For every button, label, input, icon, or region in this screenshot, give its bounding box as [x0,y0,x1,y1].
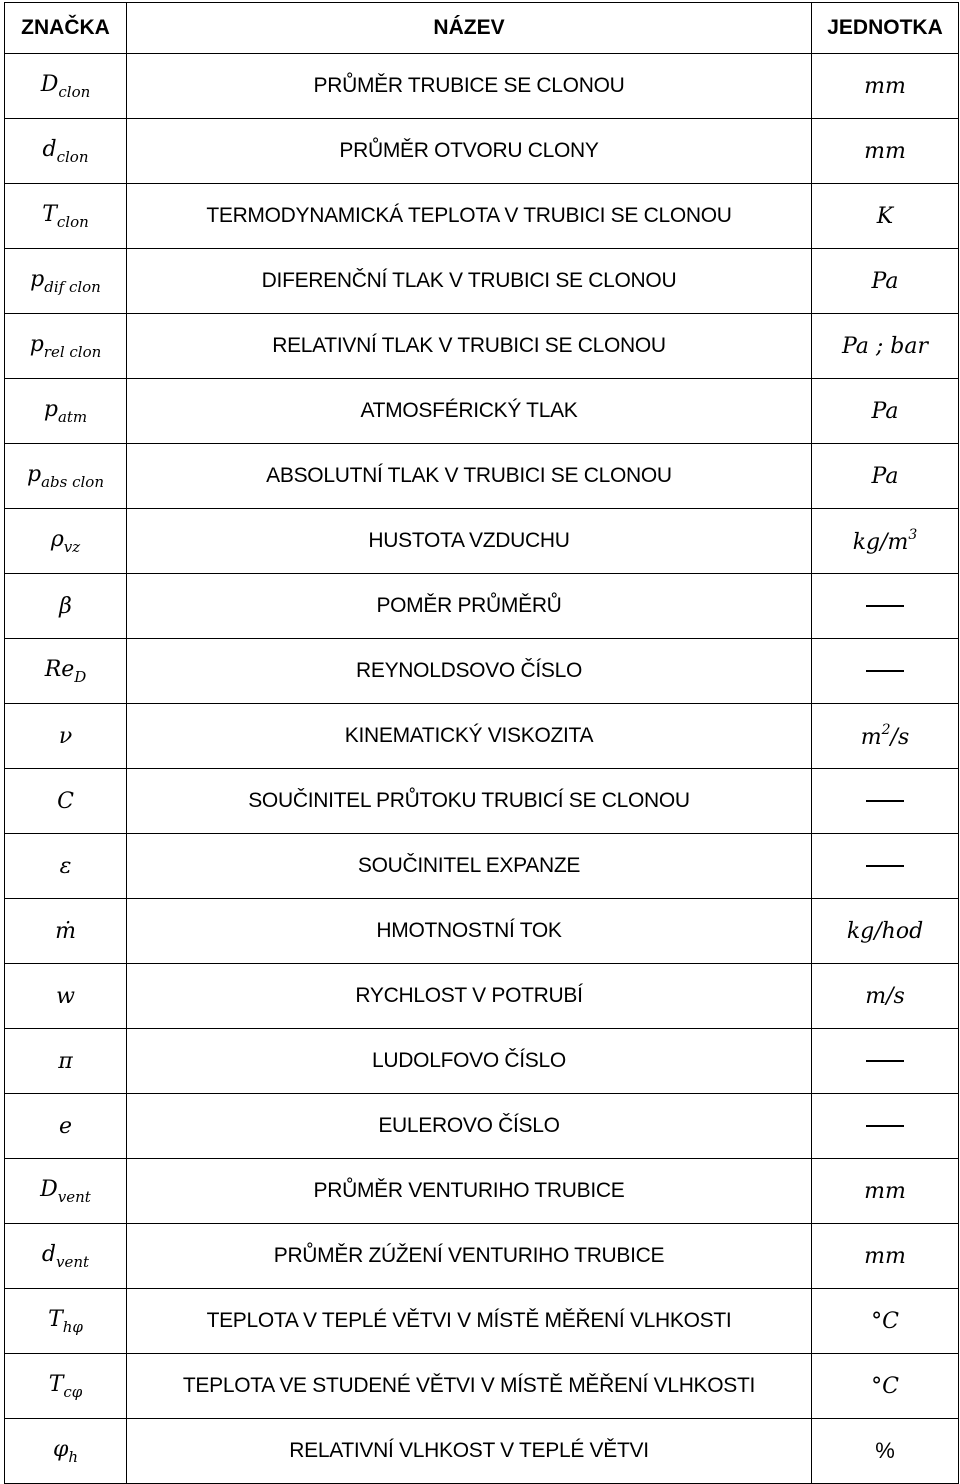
symbol-subscript: clon [56,212,89,231]
symbol-cell [5,899,127,964]
symbol-expression [60,854,72,879]
symbol-subscript: hφ [62,1317,83,1336]
unit-cell [812,964,959,1029]
unit-main: kg/hod [846,918,924,944]
name-cell: POMĚR PRŮMĚRŮ [127,574,812,639]
unit-expression [864,1244,906,1269]
unit-expression [864,1179,906,1204]
table-row [5,1224,959,1289]
unit-cell [812,834,959,899]
symbol-expression [43,137,89,166]
symbol-main: d [41,1241,57,1267]
unit-expression [871,1374,899,1399]
symbol-cell [5,1289,127,1354]
table-row [5,1029,959,1094]
name-cell: ABSOLUTNÍ TLAK V TRUBICI SE CLONOU [127,444,812,509]
symbol-main: ε [59,853,72,879]
unit-cell [812,1354,959,1419]
table-row [5,314,959,379]
symbol-expression [51,527,80,556]
symbol-subscript: rel clon [43,342,102,361]
unit-cell [812,574,959,639]
unit-cell [812,249,959,314]
symbol-expression [59,594,72,619]
unit-main: Pa [871,268,899,294]
symbol-cell [5,509,127,574]
symbol-main: p [43,396,58,422]
symbol-cell [5,444,127,509]
unit-expression [875,1438,895,1463]
table-row [5,509,959,574]
symbol-expression [41,72,91,101]
unit-main: °C [871,1308,899,1334]
symbol-main: T [48,1371,64,1397]
table-body [5,54,959,1484]
name-cell: RELATIVNÍ TLAK V TRUBICI SE CLONOU [127,314,812,379]
name-cell: TERMODYNAMICKÁ TEPLOTA V TRUBICI SE CLONOU [127,184,812,249]
symbol-subscript: abs clon [41,472,104,491]
name-cell: HMOTNOSTNÍ TOK [127,899,812,964]
symbol-subscript: vent [57,1187,91,1206]
unit-main: Pa ; bar [841,333,929,359]
name-cell: HUSTOTA VZDUCHU [127,509,812,574]
symbol-subscript: atm [57,407,88,426]
table-row [5,834,959,899]
symbol-expression [57,789,74,814]
header-symbol: ZNAČKA [5,3,127,54]
name-cell: TEPLOTA V TEPLÉ VĚTVI V MÍSTĚ MĚŘENÍ VLHKOSTI [127,1289,812,1354]
name-cell: PRŮMĚR ZÚŽENÍ VENTURIHO TRUBICE [127,1224,812,1289]
symbol-cell [5,1159,127,1224]
symbols-table [4,2,959,1484]
unit-expression [872,464,899,489]
symbol-main: w [56,983,75,1009]
symbol-subscript: D [74,667,87,686]
symbol-main: C [57,788,74,814]
name-cell: EULEROVO ČÍSLO [127,1094,812,1159]
name-cell: DIFERENČNÍ TLAK V TRUBICI SE CLONOU [127,249,812,314]
symbol-main: ν [58,723,73,749]
symbol-subscript: clon [58,82,91,101]
unit-main: mm [864,1243,906,1269]
symbol-expression [49,1372,83,1401]
unit-expression [865,984,905,1009]
symbol-main: D [40,71,59,97]
symbol-main: Re [44,656,75,682]
unit-main: Pa [871,398,899,424]
unit-main: m [860,725,882,750]
symbol-cell [5,639,127,704]
symbol-cell [5,379,127,444]
symbol-expression [56,984,75,1009]
symbol-expression [58,1049,72,1074]
symbol-main: T [42,201,57,227]
name-cell: TEPLOTA VE STUDENÉ VĚTVI V MÍSTĚ MĚŘENÍ VLHKOSTI [127,1354,812,1419]
symbol-main: d [42,136,57,162]
symbol-main: p [30,266,45,292]
table-row [5,119,959,184]
symbol-expression [42,1242,89,1271]
unit-cell [812,314,959,379]
symbol-cell [5,834,127,899]
symbol-cell [5,314,127,379]
unit-cell [812,1224,959,1289]
table-row [5,1094,959,1159]
header-unit: JEDNOTKA [812,3,959,54]
unit-main: mm [864,1178,906,1204]
symbol-main: e [58,1113,73,1139]
header-name: NÁZEV [127,3,812,54]
unit-expression [842,334,928,359]
unit-main: mm [864,138,906,164]
symbol-main: β [59,593,72,619]
symbol-cell [5,1354,127,1419]
symbol-expression [30,332,102,361]
table-header-row [5,3,959,54]
symbol-expression [30,267,101,296]
unit-cell [812,184,959,249]
unit-cell [812,1094,959,1159]
symbol-cell [5,574,127,639]
unit-cell [812,704,959,769]
symbol-expression [48,1307,83,1336]
symbol-cell [5,184,127,249]
symbol-cell [5,964,127,1029]
dimensionless-dash [866,865,904,867]
symbol-cell [5,1029,127,1094]
unit-superscript: 3 [908,527,918,543]
symbol-subscript: h [68,1447,79,1466]
unit-expression [877,204,893,229]
unit-expression [864,139,906,164]
unit-cell [812,1029,959,1094]
table-row [5,444,959,509]
table-row [5,1419,959,1484]
table-row [5,379,959,444]
unit-expression [847,919,923,944]
table-row [5,1289,959,1354]
symbol-cell [5,1224,127,1289]
unit-cell [812,379,959,444]
dimensionless-dash [866,670,904,672]
unit-expression [872,269,899,294]
unit-superscript: 2 [881,722,891,738]
unit-main: K [876,203,894,229]
symbol-main: π [58,1048,73,1074]
table-row [5,574,959,639]
table-row [5,1354,959,1419]
symbol-expression [55,919,76,944]
symbol-expression [27,462,104,491]
unit-cell [812,899,959,964]
name-cell: REYNOLDSOVO ČÍSLO [127,639,812,704]
table-row [5,769,959,834]
unit-expression [871,1309,899,1334]
symbol-cell [5,1094,127,1159]
name-cell: SOUČINITEL PRŮTOKU TRUBICÍ SE CLONOU [127,769,812,834]
symbol-cell [5,119,127,184]
table-row [5,249,959,314]
unit-cell [812,54,959,119]
unit-cell [812,769,959,834]
symbol-expression [40,1177,91,1206]
symbol-subscript: vent [56,1252,90,1271]
unit-main: °C [871,1373,899,1399]
symbol-main: p [27,461,42,487]
unit-expression [864,74,906,99]
dimensionless-dash [866,1125,904,1127]
table-row [5,1159,959,1224]
name-cell: LUDOLFOVO ČÍSLO [127,1029,812,1094]
unit-main: kg/m [852,530,909,555]
symbol-cell [5,54,127,119]
symbol-subscript: vz [63,537,81,556]
unit-cell [812,1419,959,1484]
symbol-main: φ [52,1436,69,1462]
symbol-subscript: clon [56,147,89,166]
dimensionless-dash [866,605,904,607]
unit-cell [812,1289,959,1354]
unit-expression [860,722,910,750]
dimensionless-dash [866,1060,904,1062]
symbol-main: T [48,1306,63,1332]
table-row [5,704,959,769]
symbol-main: ρ [50,526,64,552]
symbol-expression [59,1114,72,1139]
name-cell: ATMOSFÉRICKÝ TLAK [127,379,812,444]
unit-cell [812,509,959,574]
symbol-main: D [40,1176,58,1202]
unit-tail: /s [890,725,910,750]
unit-main: m/s [865,983,905,1009]
unit-cell [812,119,959,184]
unit-main: Pa [871,463,899,489]
symbol-subscript: dif clon [44,277,101,296]
symbol-expression [59,724,72,749]
name-cell: PRŮMĚR VENTURIHO TRUBICE [127,1159,812,1224]
unit-cell [812,639,959,704]
symbol-main: ṁ [55,918,76,944]
name-cell: RELATIVNÍ VLHKOST V TEPLÉ VĚTVI [127,1419,812,1484]
symbol-cell [5,704,127,769]
symbol-expression [44,397,87,426]
unit-cell [812,1159,959,1224]
name-cell: RYCHLOST V POTRUBÍ [127,964,812,1029]
name-cell: PRŮMĚR OTVORU CLONY [127,119,812,184]
symbol-cell [5,249,127,314]
dimensionless-dash [866,800,904,802]
symbol-expression [42,202,89,231]
name-cell: PRŮMĚR TRUBICE SE CLONOU [127,54,812,119]
table-row [5,184,959,249]
table-row [5,54,959,119]
unit-main: % [875,1438,895,1463]
symbol-cell [5,1419,127,1484]
unit-main: mm [864,73,906,99]
table-row [5,639,959,704]
name-cell: KINEMATICKÝ VISKOZITA [127,704,812,769]
symbol-subscript: cφ [63,1382,83,1401]
unit-cell [812,444,959,509]
name-cell: SOUČINITEL EXPANZE [127,834,812,899]
unit-expression [852,527,918,555]
symbol-main: p [29,331,44,357]
symbol-cell [5,769,127,834]
symbol-expression [53,1437,78,1466]
table-row [5,964,959,1029]
table-row [5,899,959,964]
unit-expression [872,399,899,424]
symbol-expression [45,657,87,686]
